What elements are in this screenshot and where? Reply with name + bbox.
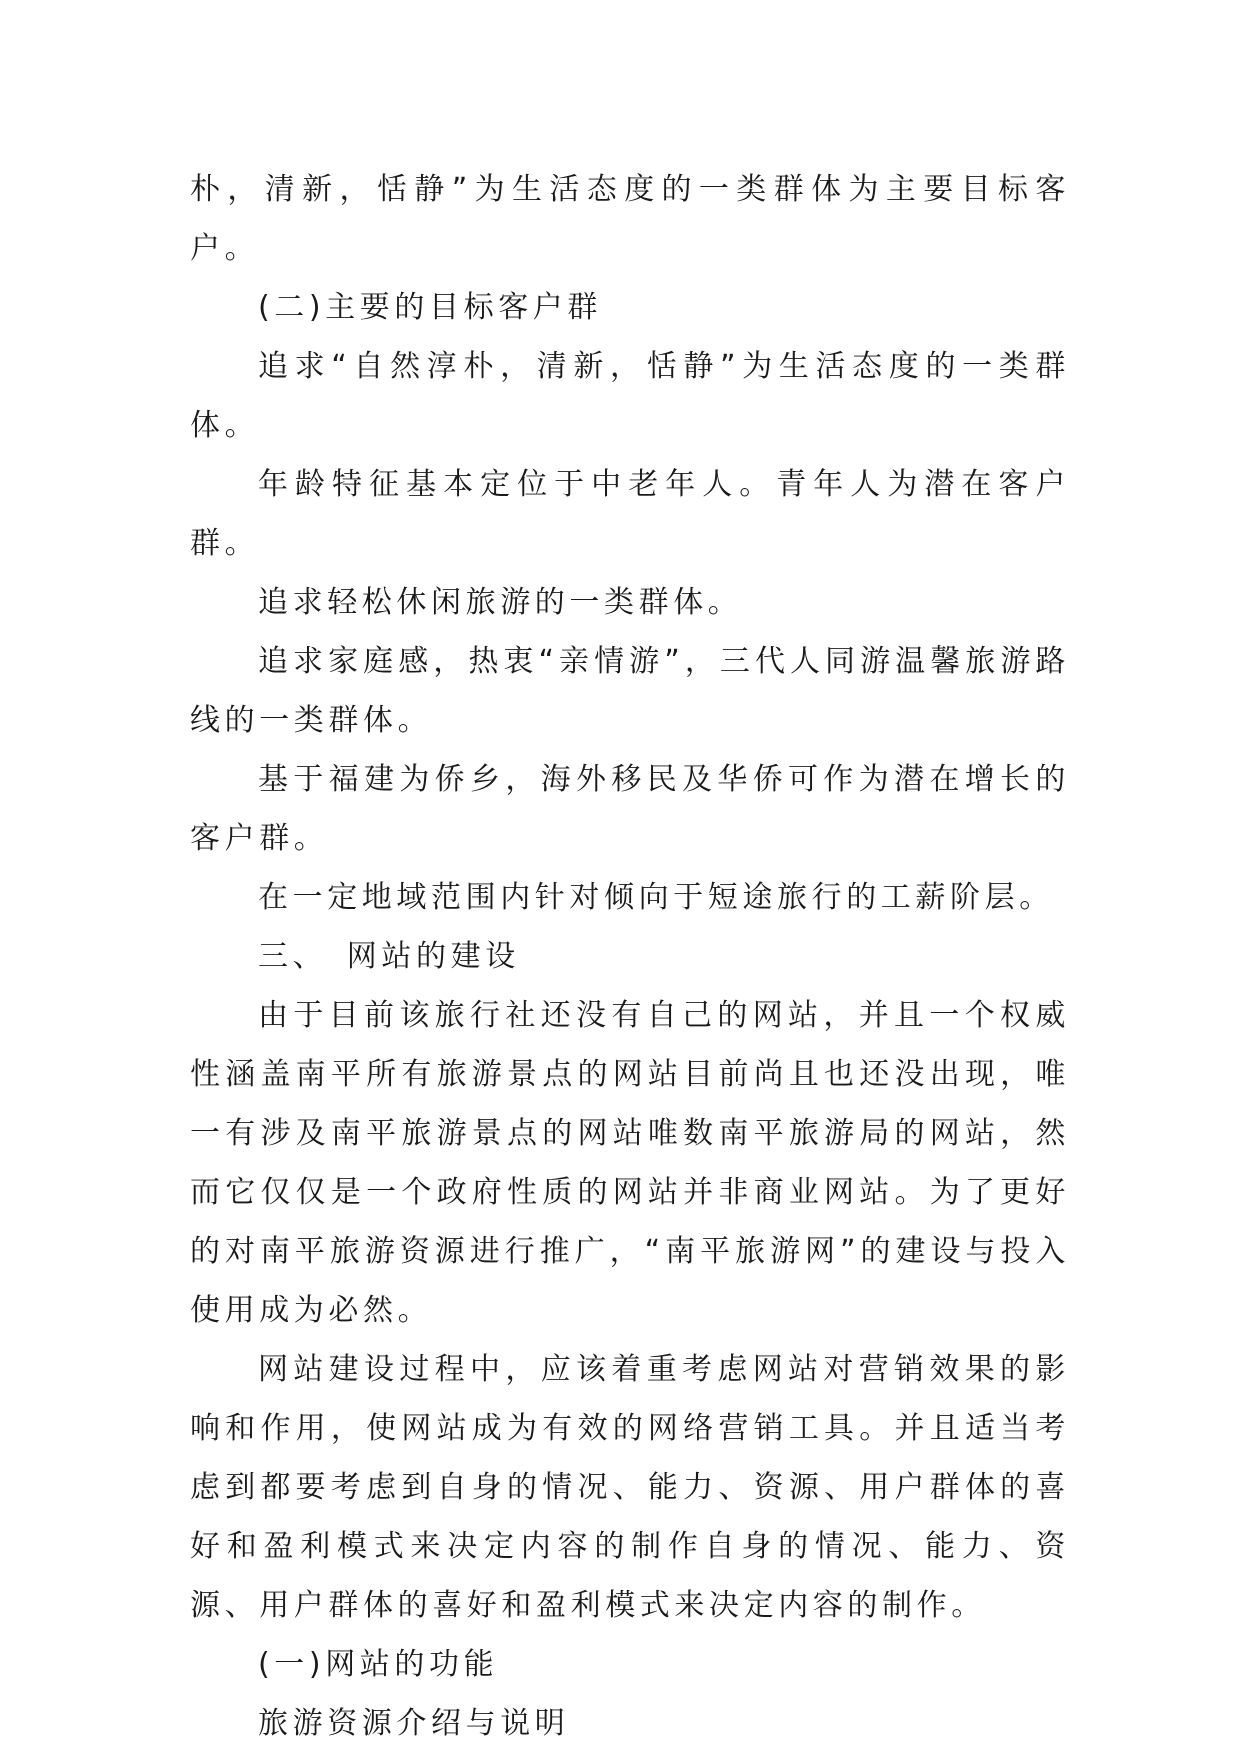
paragraph: 年龄特征基本定位于中老年人。青年人为潜在客户群。 (190, 467, 1070, 561)
paragraph: 网站建设过程中，应该着重考虑网站对营销效果的影响和作用，使网站成为有效的网络营销工具。并且适当考虑到都要考虑到自身的情况、能力、资源、用户群体的喜好和盈利模式来决定内容的制作自身的情况、能力、资源、用户群体的喜好和盈利模式来决定内容的制作。 (190, 1352, 1070, 1623)
paragraph: 在一定地域范围内针对倾向于短途旅行的工薪阶层。 (258, 880, 1054, 915)
paragraph: 追求“自然淳朴，清新，恬静”为生活态度的一类群体。 (190, 349, 1070, 443)
paragraph: 由于目前该旅行社还没有自己的网站，并且一个权威性涵盖南平所有旅游景点的网站目前尚且也还没出现，唯一有涉及南平旅游景点的网站唯数南平旅游局的网站，然而它仅仅是一个政府性质的网站并非商业网站。为了更好的对南平旅游资源进行推广，“南平旅游网”的建设与投入使用成为必然。 (190, 998, 1070, 1328)
paragraph: 追求轻松休闲旅游的一类群体。 (258, 585, 743, 620)
paragraph: 基于福建为侨乡，海外移民及华侨可作为潜在增长的客户群。 (190, 762, 1070, 856)
paragraph: 旅游资源介绍与说明 (258, 1706, 570, 1741)
section-subheading: (一)网站的功能 (258, 1647, 499, 1682)
document-body (190, 160, 1070, 1753)
paragraph: 朴，清新，恬静”为生活态度的一类群体为主要目标客户。 (190, 172, 1070, 266)
section-heading: 三、 网站的建设 (258, 939, 520, 974)
section-subheading: (二)主要的目标客户群 (258, 290, 603, 325)
paragraph: 追求家庭感，热衷“亲情游”，三代人同游温馨旅游路线的一类群体。 (190, 644, 1070, 738)
